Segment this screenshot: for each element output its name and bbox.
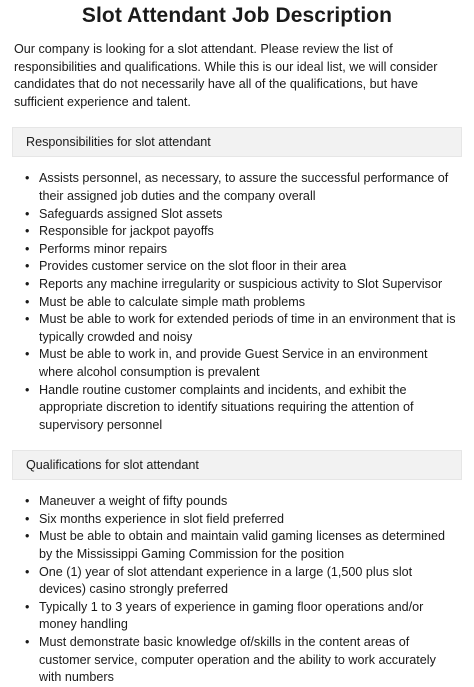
- intro-paragraph: Our company is looking for a slot attendant. Please review the list of responsibilities and qualifications. While this is our ideal list, we will consider candidates that do not necessarily have all of the qualifications, but have sufficient experience and talent.: [14, 42, 438, 109]
- qualifications-heading: Qualifications for slot attendant: [26, 458, 199, 473]
- list-item: • One (1) year of slot attendant experience in a large (1,500 plus slot devices) casino strongly preferred: [25, 564, 460, 599]
- list-item: • Must demonstrate basic knowledge of/skills in the content areas of customer service, computer operation and the ability to work accurately with numbers: [25, 634, 460, 687]
- responsibilities-header: [12, 127, 462, 157]
- responsibilities-list: [25, 170, 460, 434]
- list-item: • Must be able to calculate simple math problems: [25, 294, 460, 312]
- qualifications-list: [25, 493, 460, 687]
- list-item: • Assists personnel, as necessary, to assure the successful performance of their assigned job duties and the company overall: [25, 170, 460, 205]
- list-item: • Must be able to work for extended periods of time in an environment that is typically crowded and noisy: [25, 311, 460, 346]
- responsibilities-heading: Responsibilities for slot attendant: [26, 135, 211, 150]
- list-item: • Reports any machine irregularity or suspicious activity to Slot Supervisor: [25, 276, 460, 294]
- list-item: • Six months experience in slot field preferred: [25, 511, 460, 529]
- qualifications-header: [12, 450, 462, 480]
- list-item: • Performs minor repairs: [25, 241, 460, 259]
- list-item: • Typically 1 to 3 years of experience in gaming floor operations and/or money handling: [25, 599, 460, 634]
- list-item: • Handle routine customer complaints and incidents, and exhibit the appropriate discretion to identify situations requiring the attention of supervisory personnel: [25, 382, 460, 435]
- list-item: • Safeguards assigned Slot assets: [25, 206, 460, 224]
- list-item: • Responsible for jackpot payoffs: [25, 223, 460, 241]
- list-item: • Must be able to obtain and maintain valid gaming licenses as determined by the Mississippi Gaming Commission for the position: [25, 528, 460, 563]
- list-item: • Maneuver a weight of fifty pounds: [25, 493, 460, 511]
- list-item: • Must be able to work in, and provide Guest Service in an environment where alcohol consumption is prevalent: [25, 346, 460, 381]
- page-title: Slot Attendant Job Description: [81, 4, 393, 27]
- list-item: • Provides customer service on the slot floor in their area: [25, 258, 460, 276]
